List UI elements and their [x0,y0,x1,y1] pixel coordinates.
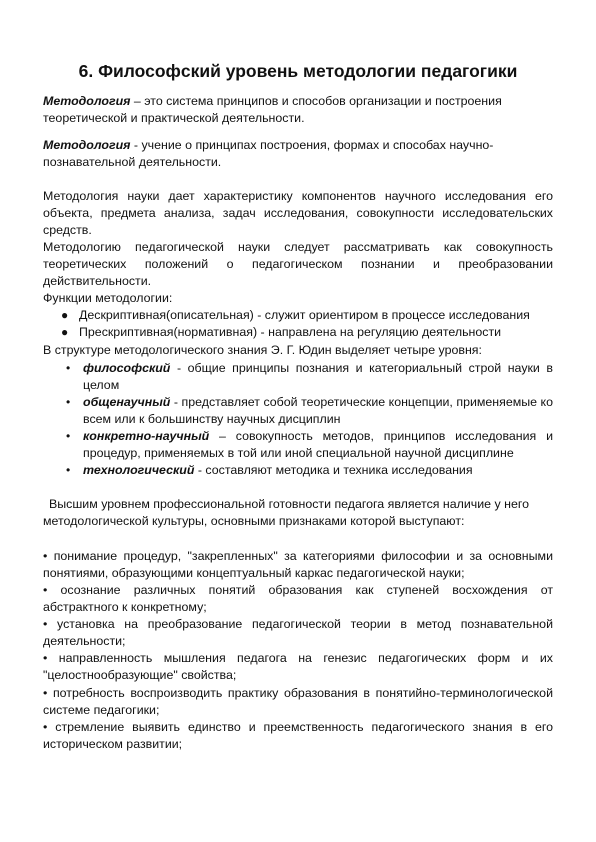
list-item [43,394,553,428]
sign-item: • потребность воспроизводить практику образования в понятийно-терминологической системе педагогики; [43,686,553,717]
level-text: - составляют методика и техника исследования [194,463,473,477]
functions-list [43,307,530,341]
levels-heading: В структуре методологического знания Э. Г. Юдин выделяет четыре уровня: [43,343,482,357]
level-term: технологический [83,463,195,477]
bullet-icon: ● [61,308,69,322]
bullet-icon: ● [61,325,69,339]
levels-list [43,360,553,479]
level-term: философский [83,361,171,375]
function-text: Дескриптивная(описательная) - служит ориентиром в процессе исследования [79,308,530,322]
level-text: - представляет собой теоретические концепции, применяемые ко всем или к большинству научных дисциплин [83,395,553,426]
definition-term: Методология [43,94,131,108]
sign-item: • направленность мышления педагога на генезис педагогических форм и их "целостнообразующие" свойства; [43,651,553,682]
sign-item: • установка на преобразование педагогической теории в метод познавательной деятельности; [43,617,553,648]
list-item [43,324,530,341]
definition-text: – это система принципов и способов организации и построения теоретической и практической деятельности. [43,94,502,125]
function-text: Прескриптивная(нормативная) - направлена на регуляцию деятельности [79,325,502,339]
paragraph-pedagogy-methodology: Методологию педагогической науки следует рассматривать как совокупность теоретических положений о педагогическом познании и преобразовании действительности. [43,240,553,288]
level-text: - общие принципы познания и категориальный строй науки в целом [83,361,553,392]
paragraph-methodology-science: Методология науки дает характеристику компонентов научного исследования его объекта, предмета анализа, задач исследования, совокупности исследовательских средств. [43,189,553,237]
culture-intro: Высшим уровнем профессиональной готовности педагога является наличие у него методологической культуры, основными признаками которой выступают: [43,497,530,528]
definition-text: - учение о принципах построения, формах и способах научно-познавательной деятельности. [43,138,494,169]
level-term: общенаучный [83,395,171,409]
definition-term: Методология [43,138,131,152]
page-title: 6. Философский уровень методологии педагогики [78,61,518,81]
level-text: – совокупность методов, принципов исследования и процедур, применяемых в той или иной специальной научной дисциплине [83,429,553,460]
list-item [43,307,530,324]
definition-2 [43,137,553,171]
bullet-icon: • [66,395,71,409]
functions-heading: Функции методологии: [43,291,173,305]
bullet-icon: • [66,429,71,443]
bullet-icon: • [66,361,71,375]
level-term: конкретно-научный [83,429,210,443]
sign-item: • осознание различных понятий образования как ступеней восхождения от абстрактного к конкретному; [43,583,553,614]
definition-1 [43,93,553,127]
sign-item: • стремление выявить единство и преемственность педагогического знания в его историческом развитии; [43,720,553,751]
list-item [43,428,553,462]
sign-item: • понимание процедур, "закрепленных" за категориями философии и за основными понятиями, образующими концептуальный каркас педагогической науки; [43,549,553,580]
list-item [43,462,553,479]
bullet-icon: • [66,463,71,477]
list-item [43,360,553,394]
